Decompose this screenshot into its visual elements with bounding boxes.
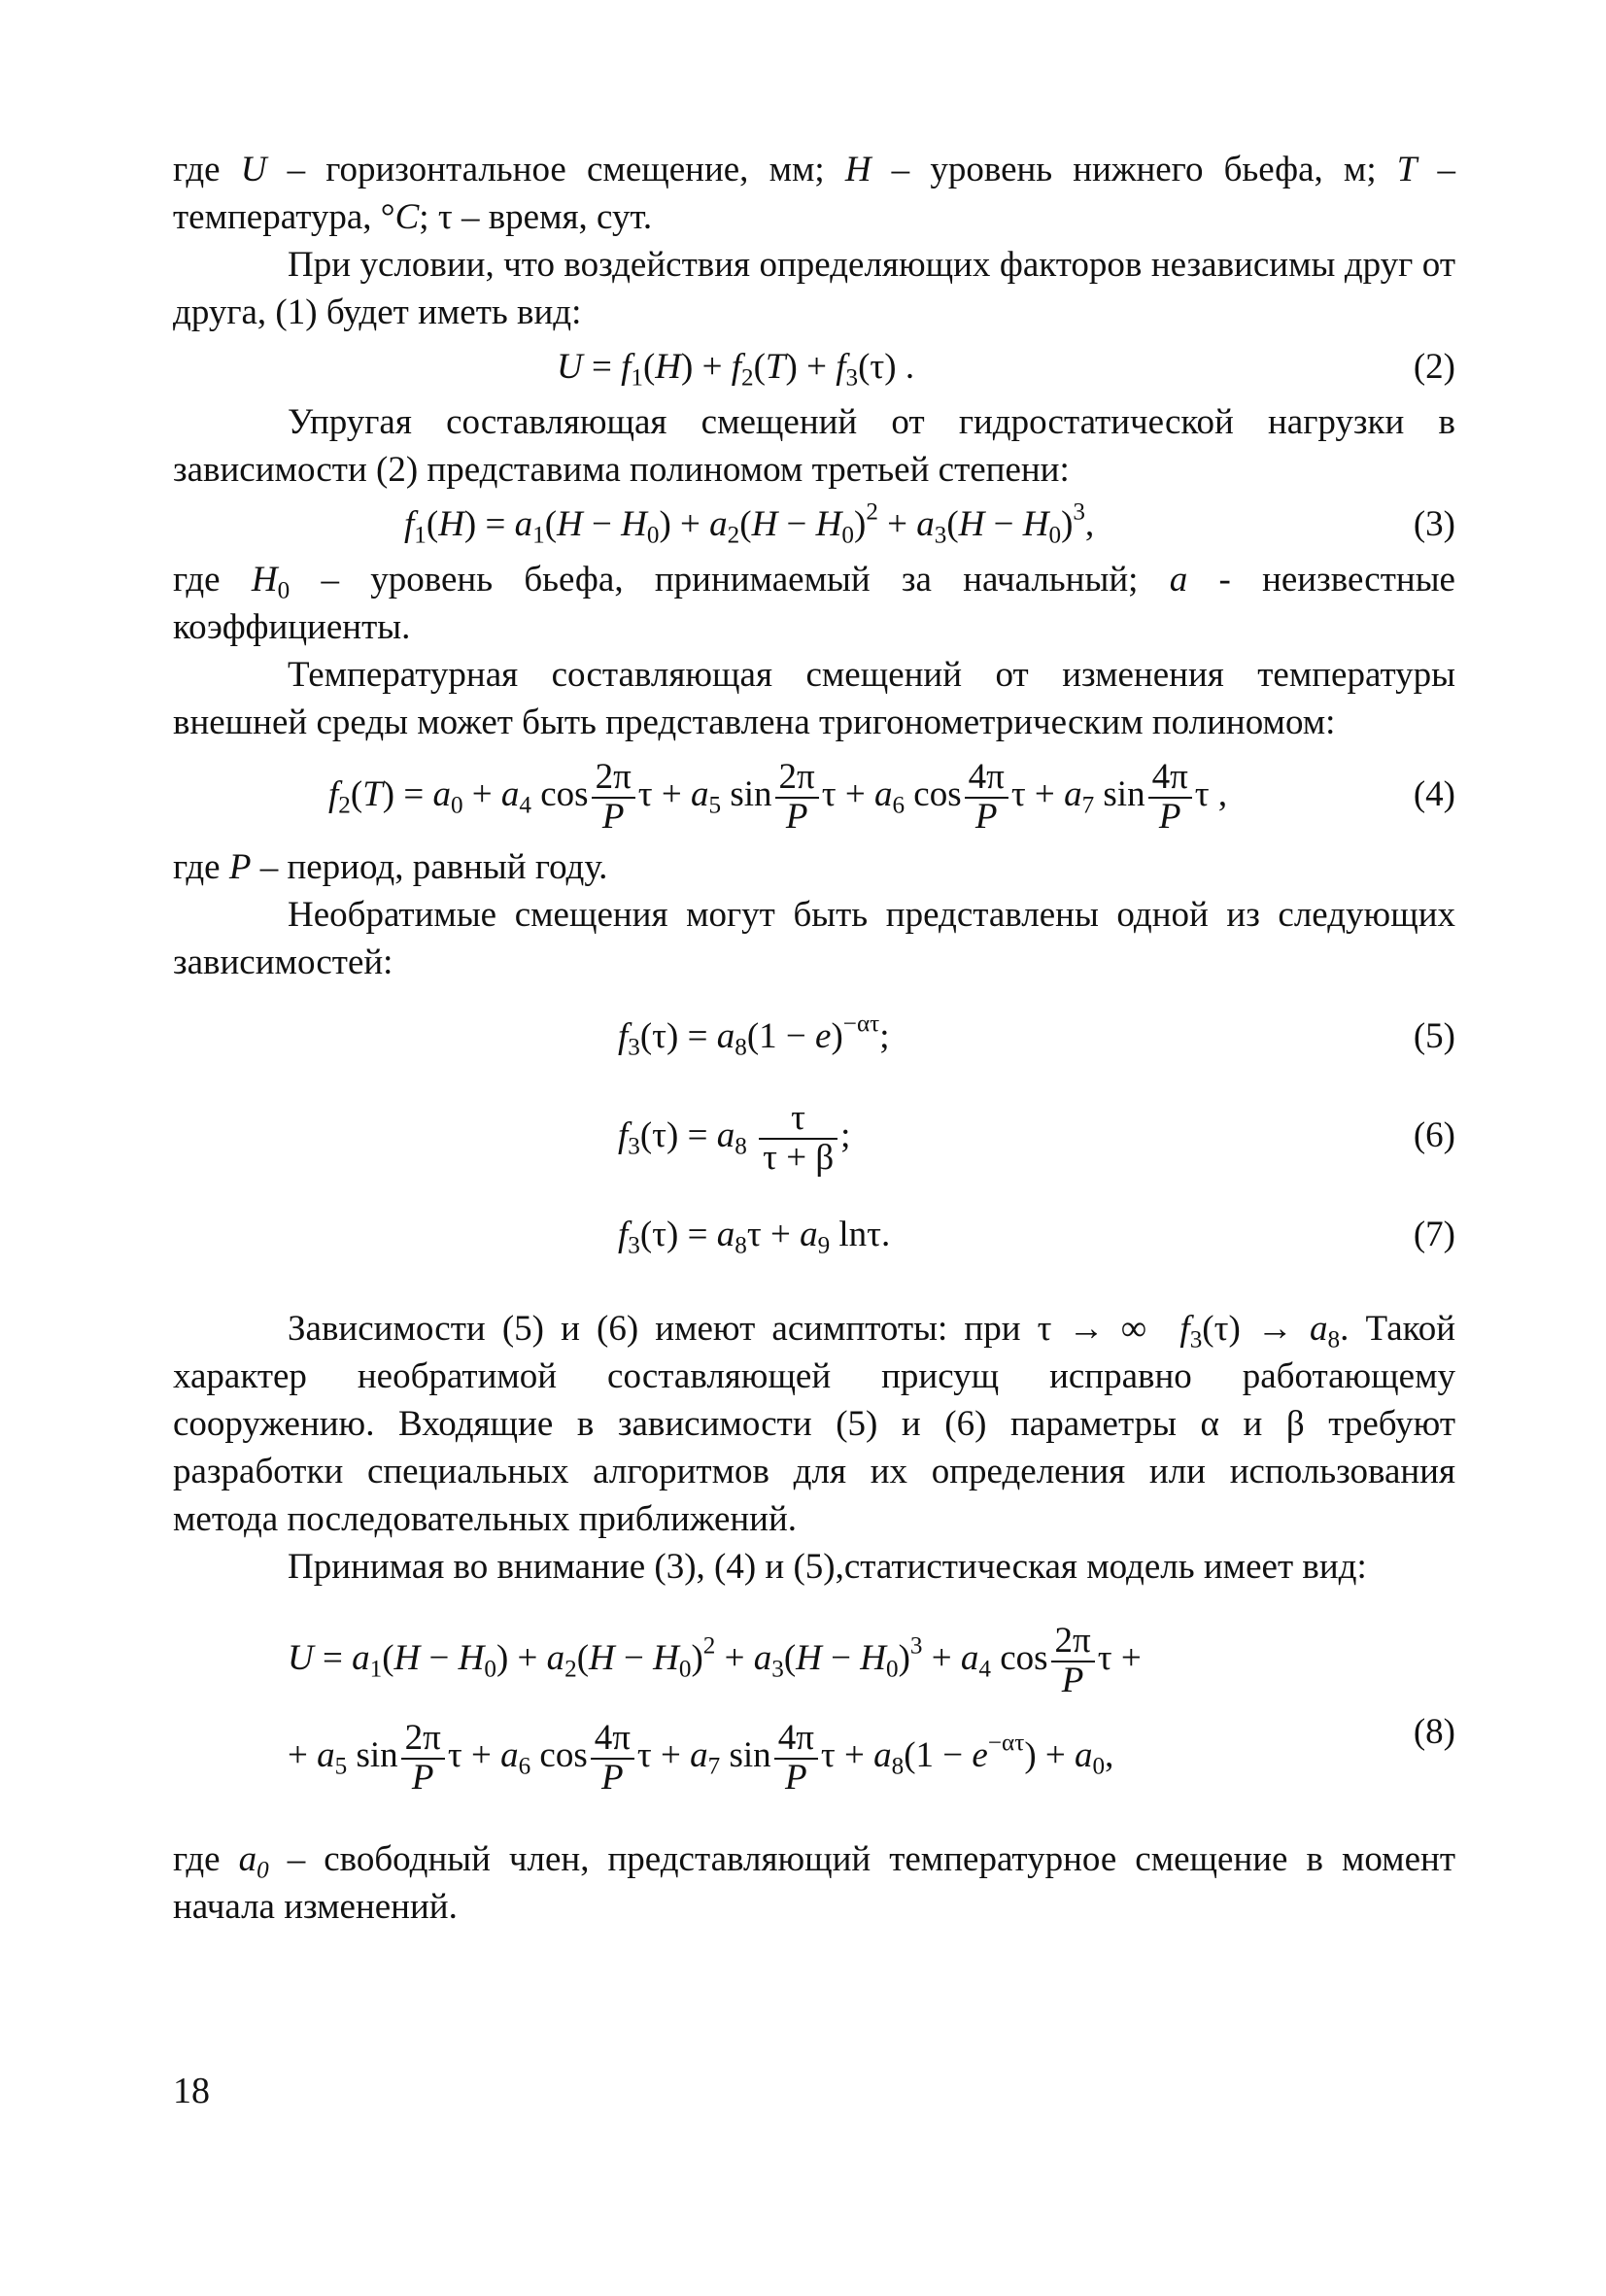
equation-8-number: (8) [1413,1712,1455,1752]
paragraph-1: где U – горизонтальное смещение, мм; H – уровень нижнего бьефа, м; T – температура, °C; τ – время, сут. [173,150,1455,237]
text-column [173,146,1455,1931]
paragraph-6: где P – период, равный году. [173,847,608,887]
equation-5 [173,1006,1455,1068]
page-number: 18 [173,2071,210,2111]
paragraph-7: Необратимые смещения могут быть представлены одной из следующих зависимостей: [173,895,1455,982]
equation-5-number: (5) [1413,1016,1455,1056]
equation-3-number: (3) [1413,504,1455,544]
paragraph-4: где $H_0$ – уровень бьефа, принимаемый за начальный; a - неизвестные коэффициенты. [173,560,1455,647]
paragraph-8: Зависимости (5) и (6) имеют асимптоты: при τ → ∞ $f_3(\tau) \to a_8$. Такой характер необратимой составляющей присущ исправно работающему сооружению. Входящие в зависимости (5) и (6) параметры α и β требуют разработки специальных алгоритмов для их определения или использования метода последовательных приближений. [173,1309,1456,1539]
equation-6-number: (6) [1413,1115,1455,1155]
equation-4 [173,746,1455,843]
equation-2 [173,336,1455,398]
equation-4-number: (4) [1413,774,1455,814]
paragraph-2: При условии, что воздействия определяющих факторов независимы друг от друга, (1) будет иметь вид: [173,245,1455,332]
paragraph-9: Принимая во внимание (3), (4) и (5),статистическая модель имеет вид: [288,1547,1367,1587]
equation-2-formula: $U = f_1(H) + f_2(T) + f_3(\tau)$ . [557,347,915,392]
equation-8-formula-cont: + $a_5$ sin $\frac{2\pi}{P}$ $\tau + a_6$ cos $\frac{4\pi}{P}$ $\tau + a_7$ sin $\frac{4\pi}{P}$ $\tau + a_8(1 - e^{-\alpha\tau}) + a_0$, [288,1717,1114,1798]
equation-8-formula: $U = a_1(H - H_0) + a_2(H - H_0)^2 + a_3(H - H_0)^3 + a_4$ cos $\frac{2\pi}{P}$ τ + [288,1620,1142,1700]
equation-3-formula: $f_1(H) = a_1(H - H_0) + a_2(H - H_0)^2 + a_3(H - H_0)^3$, [404,498,1095,549]
equation-6-formula: $f_3(\tau) = a_8$ $\frac{\tau}{\tau + \beta}$ ; [618,1097,851,1178]
equation-2-number: (2) [1413,347,1455,387]
equation-5-formula: $f_3(\tau) = a_8(1 - e)^{-\alpha\tau}$; [618,1011,890,1061]
equation-6 [173,1087,1455,1184]
paragraph-3: Упругая составляющая смещений от гидростатической нагрузки в зависимости (2) представима полиномом третьей степени: [173,402,1455,490]
equation-8-line-1 [173,1610,1455,1707]
equation-4-formula: $f_2(T) = a_0 + a_4$ cos $\frac{2\pi}{P}$ $\tau + a_5$ sin $\frac{2\pi}{P}$ $\tau + a_6$ cos $\frac{4\pi}{P}$ $\tau + a_7$ sin $\frac{4\pi}{P}$ τ , [328,756,1228,837]
equation-8-line-2 [173,1707,1455,1804]
equation-3 [173,494,1455,556]
paragraph-10: где $a_0$ – свободный член, представляющий температурное смещение в момент начала изменений. [173,1839,1455,1927]
equation-7-number: (7) [1413,1215,1455,1254]
paragraph-5: Температурная составляющая смещений от изменения температуры внешней среды может быть представлена тригонометрическим полиномом: [173,655,1455,742]
equation-7-formula: $f_3(\tau) = a_8\tau + a_9$ lnτ. [618,1215,891,1259]
equation-7 [173,1204,1455,1266]
